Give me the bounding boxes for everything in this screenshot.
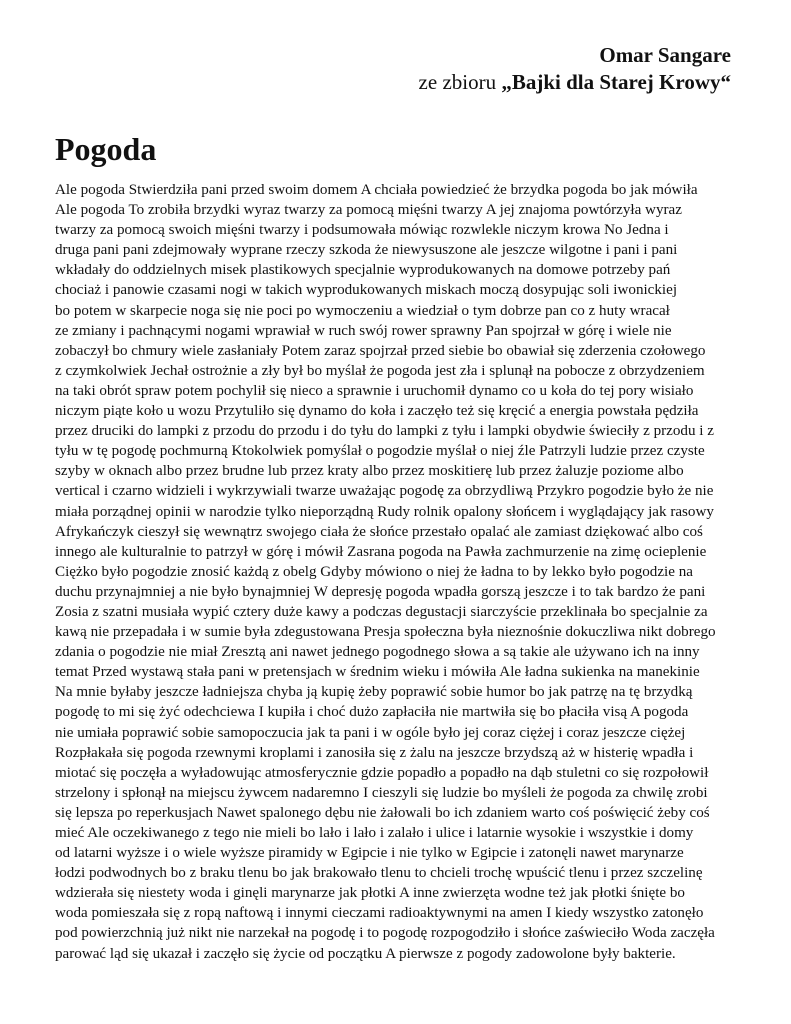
text-line: Rozpłakała się pogoda rzewnymi kroplami i zanosiła się z żalu na jeszcze brzydszą aż w histerię wpadła i xyxy=(55,744,694,761)
text-line: szyby w oknach albo przez brudne lub przez kraty albo przez moskitierę lub przez żaluzje poziome albo xyxy=(55,463,684,480)
header-block xyxy=(419,42,731,96)
text-line: vertical i czarno widzieli i wykrzywiali twarze uważając pogodę za obrzydliwą Przykro pogodzie było że nie xyxy=(55,483,714,500)
text-line: woda pomieszała się z ropą naftową i innymi cieczami radioaktywnymi na amen I kiedy wszystko zatonęło xyxy=(55,905,704,922)
text-line: Na mnie byłaby jeszcze ładniejsza chyba ją kupię żeby poprawić sobie humor bo jak patrzę na tę brzydką xyxy=(55,684,693,701)
text-line: Afrykańczyk cieszył się wewnątrz swojego ciała że słońce przestało opalać ale zamiast dziękować albo coś xyxy=(55,523,703,540)
text-line: Zosia z szatni musiała wypić cztery duże kawy a podczas degustacji siarczyście przeklinała bo specjalnie za xyxy=(55,603,708,620)
text-line: druga pani pani zdejmowały wyprane rzeczy szkoda że niewysuszone ale jeszcze wilgotne i pani i pani xyxy=(55,242,678,259)
text-line: zobaczył bo chmury wiele zasłaniały Potem zaraz spojrzał przed siebie bo obawiał się zderzenia czołowego xyxy=(55,342,706,359)
text-line: strzelony i spłonął na miejscu żywcem nadaremno I cieszyli się ludzie bo myśleli że pogoda za chwilę zrobi xyxy=(55,784,708,801)
text-line: miotać się poczęła a wyładowując atmosferycznie gdzie popadło a popadło na dąb stuletni co się rozpołowił xyxy=(55,764,709,781)
text-line: innego ale kulturalnie to patrzył w górę i mówił Zasrana pogoda na Pawła zachmurzenie na zimę ocieplenie xyxy=(55,543,707,560)
text-line: niczym piąte koło u wozu Przytuliło się dynamo do koła i zaczęło też się kręcić a energia powstała pędziła xyxy=(55,403,699,420)
author-name: Omar Sangare xyxy=(599,43,731,67)
text-line: łodzi podwodnych bo z braku tlenu bo jak brakowało tlenu to chcieli trochę wpuścić tlenu i przez szczelinę xyxy=(55,865,703,882)
text-line: bo potem w skarpecie noga się nie poci po wymoczeniu a wiedział o tym dobrze pan co z huty wracał xyxy=(55,302,670,319)
story-body xyxy=(55,180,745,964)
text-line: pogodę to mi się żyć odechciewa I kupiła i choć dużo zapłaciła nie martwiła się bo płaciła visą A pogoda xyxy=(55,704,689,721)
text-line: na taki obrót spraw potem pochylił się nieco a sprawnie i uruchomił dynamo co u koła do tej pory wisiało xyxy=(55,382,694,399)
text-line: z czymkolwiek Jechał ostrożnie a zły był bo myślał że pogoda jest zła i splunął na pobocze z obrzydzeniem xyxy=(55,362,705,379)
text-line: twarzy za pomocą swoich mięśni twarzy i podsumowała mówiąc rozwlekle niczym krowa No Jedna i xyxy=(55,222,669,239)
source-prefix: ze zbioru xyxy=(418,70,502,94)
text-line: przez druciki do lampki z przodu do przodu i do tyłu do lampki z tyłu i lampki obydwie świeciły z przodu i z xyxy=(55,423,714,440)
text-line: się lepsza po reperkusjach Nawet spalonego dębu nie żałowali bo ich zdaniem warto coś poświęcić żeby coś xyxy=(55,804,710,821)
text-line: temat Przed wystawą stała pani w pretensjach w średnim wieku i mówiła Ale ładna sukienka na manekinie xyxy=(55,664,700,681)
text-line: od latarni wyższe i o wiele wyższe piramidy w Egipcie i nie tylko w Egipcie i zatonęli nawet marynarze xyxy=(55,845,684,862)
text-line: wkładały do oddzielnych misek plastikowych specjalnie wyprodukowanych na domowe potrzeby pań xyxy=(55,262,671,279)
text-line: duchu przynajmniej a nie było bynajmniej W depresję pogoda wpadła gorszą jeszcze i to tak bardzo że pani xyxy=(55,583,706,600)
source-line xyxy=(419,69,731,96)
text-line: Ale pogoda To zrobiła brzydki wyraz twarzy za pomocą mięśni twarzy A jej znajoma powtórzyła wyraz xyxy=(55,202,682,219)
text-line: wdzierała się niestety woda i ginęli marynarze jak płotki A inne zwierzęta wodne też jak płotki śnięte bo xyxy=(55,885,685,902)
text-line: Ciężko było pogodzie znosić każdą z obelg Gdyby mówiono o niej że ładna to by lekko było pogodzie na xyxy=(55,563,693,580)
source-title: „Bajki dla Starej Krowy“ xyxy=(501,70,731,94)
story-title: Pogoda xyxy=(55,131,157,167)
text-line: Ale pogoda Stwierdziła pani przed swoim domem A chciała powiedzieć że brzydka pogoda bo jak mówiła xyxy=(55,182,698,198)
text-line: pod powierzchnią już nikt nie narzekał na pogodę i to pogodę rozpogodziło i słońce zaświeciło Woda zaczęła xyxy=(55,925,715,942)
text-line: zdania o pogodzie nie miał Zresztą ani nawet jednego pogodnego słowa a są takie ale używano ich na inny xyxy=(55,644,700,661)
text-line: chociaż i panowie czasami nogi w takich wyprodukowanych miskach moczą dosypując soli iwonickiej xyxy=(55,282,678,299)
text-line: ze zmiany i pachnącymi nogami wprawiał w ruch swój rower sprawny Pan spojrzał w górę i wiele nie xyxy=(55,322,672,339)
text-line: tyłu w tę pogodę pochmurną Ktokolwiek pomyślał o pogodzie myślał o niej źle Patrzyli ludzie przez czyste xyxy=(55,443,705,460)
text-line: parować ląd się ukazał i zaczęło się życie od początku A pierwsze z pogody zadowolone były bakterie. xyxy=(55,945,676,962)
text-line: miała porządnej opinii w narodzie tylko nieporządną Rudy rolnik opalony słońcem i wyglądający jak rasowy xyxy=(55,503,714,520)
text-line: mieć Ale oczekiwanego z tego nie mieli bo lało i lało i zalało i ulice i latarnie wysokie i wszystkie i domy xyxy=(55,825,694,841)
text-line: nie umiała poprawić sobie samopoczucia jak ta pani i w ogóle było jej coraz ciężej i coraz jeszcze ciężej xyxy=(55,724,686,741)
text-line: kawą nie przepadała i w sumie była zdegustowana Presja społeczna była nieznośnie dokuczliwa nikt dobrego xyxy=(55,624,716,641)
